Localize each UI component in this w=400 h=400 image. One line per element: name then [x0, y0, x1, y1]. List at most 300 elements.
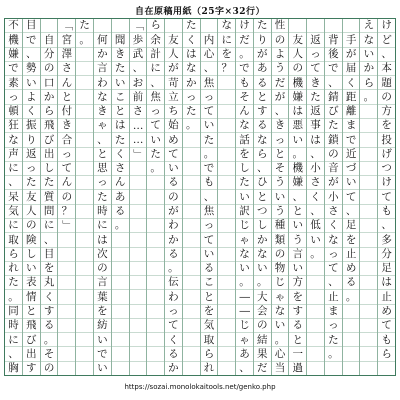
manuscript-cell — [307, 290, 324, 304]
manuscript-cell: な — [183, 62, 200, 76]
manuscript-cell: じ — [236, 219, 253, 233]
manuscript-cell: 不 — [5, 19, 22, 33]
manuscript-cell — [130, 362, 147, 375]
manuscript-cell — [307, 19, 324, 33]
manuscript-cell: つ — [378, 162, 395, 176]
manuscript-cell: 手 — [343, 33, 360, 47]
manuscript-cell: す — [254, 105, 271, 119]
manuscript-cell — [112, 290, 129, 304]
manuscript-cell: ち — [165, 105, 182, 119]
manuscript-column — [40, 19, 58, 375]
manuscript-cell: ら — [5, 248, 22, 262]
manuscript-cell — [325, 362, 342, 375]
manuscript-column — [182, 19, 200, 375]
manuscript-cell: ま — [343, 119, 360, 133]
manuscript-cell: も — [378, 333, 395, 347]
manuscript-cell: 話 — [236, 133, 253, 147]
manuscript-cell — [343, 362, 360, 375]
manuscript-cell — [58, 347, 75, 361]
manuscript-cell: 険 — [23, 233, 40, 247]
manuscript-cell — [183, 205, 200, 219]
manuscript-cell — [76, 90, 93, 104]
manuscript-cell: え — [360, 19, 377, 33]
manuscript-cell: か — [41, 90, 58, 104]
manuscript-cell: 言 — [94, 62, 111, 76]
manuscript-cell — [41, 19, 58, 33]
manuscript-cell: 結 — [254, 333, 271, 347]
manuscript-cell: さ — [130, 105, 147, 119]
manuscript-cell — [343, 305, 360, 319]
manuscript-cell — [360, 233, 377, 247]
manuscript-cell — [147, 262, 164, 276]
manuscript-cell: で — [236, 62, 253, 76]
manuscript-cell — [325, 19, 342, 33]
manuscript-cell: づ — [343, 162, 360, 176]
manuscript-cell: 質 — [41, 190, 58, 204]
manuscript-cell: し — [254, 219, 271, 233]
manuscript-cell — [218, 319, 235, 333]
manuscript-cell: 思 — [94, 162, 111, 176]
manuscript-cell: て — [378, 190, 395, 204]
manuscript-cell — [218, 133, 235, 147]
manuscript-cell — [130, 205, 147, 219]
manuscript-cell: 止 — [343, 248, 360, 262]
manuscript-cell: 錆 — [325, 90, 342, 104]
manuscript-cell: て — [307, 62, 324, 76]
manuscript-cell — [183, 190, 200, 204]
manuscript-cell: っ — [5, 90, 22, 104]
manuscript-cell — [307, 305, 324, 319]
manuscript-cell: 歩 — [130, 33, 147, 47]
manuscript-cell: る — [201, 262, 218, 276]
manuscript-cell: と — [289, 205, 306, 219]
manuscript-cell — [343, 319, 360, 333]
manuscript-cell: 方 — [378, 105, 395, 119]
manuscript-cell — [130, 347, 147, 361]
manuscript-cell: 、 — [343, 205, 360, 219]
manuscript-cell: な — [360, 33, 377, 47]
manuscript-cell: ら — [201, 347, 218, 361]
manuscript-cell — [360, 290, 377, 304]
manuscript-cell — [218, 333, 235, 347]
manuscript-cell: の — [272, 33, 289, 47]
manuscript-cell: い — [97, 362, 108, 375]
manuscript-cell: 。 — [5, 290, 22, 304]
manuscript-cell: 計 — [147, 48, 164, 62]
manuscript-cell: く — [41, 290, 58, 304]
manuscript-cell: 「 — [130, 19, 147, 33]
manuscript-cell — [76, 48, 93, 62]
manuscript-cell: に — [5, 162, 22, 176]
manuscript-cell: に — [147, 62, 164, 76]
manuscript-cell: な — [254, 248, 271, 262]
manuscript-cell: め — [343, 262, 360, 276]
manuscript-cell: 小 — [325, 190, 342, 204]
manuscript-cell: た — [112, 133, 129, 147]
manuscript-cell: 飛 — [23, 319, 40, 333]
manuscript-column — [146, 19, 164, 375]
manuscript-column — [377, 19, 395, 375]
manuscript-cell: 立 — [165, 90, 182, 104]
manuscript-cell: て — [165, 148, 182, 162]
manuscript-cell: あ — [254, 62, 271, 76]
manuscript-cell: 題 — [378, 76, 395, 90]
manuscript-cell: の — [165, 190, 182, 204]
manuscript-cell: 、 — [239, 362, 250, 375]
manuscript-cell: よ — [23, 90, 40, 104]
manuscript-cell — [201, 19, 218, 33]
manuscript-cell: い — [289, 262, 306, 276]
manuscript-cell: っ — [272, 133, 289, 147]
manuscript-cell: 出 — [41, 148, 58, 162]
manuscript-cell — [130, 290, 147, 304]
manuscript-cell — [218, 290, 235, 304]
manuscript-cell: で — [343, 133, 360, 147]
manuscript-cell — [218, 190, 235, 204]
manuscript-cell — [307, 347, 324, 361]
manuscript-cell: こ — [201, 276, 218, 290]
manuscript-cell: の — [23, 219, 40, 233]
manuscript-cell: 言 — [289, 248, 306, 262]
manuscript-cell: お — [130, 76, 147, 90]
manuscript-cell — [218, 205, 235, 219]
manuscript-cell: 焦 — [201, 76, 218, 90]
manuscript-cell: 余 — [147, 33, 164, 47]
manuscript-cell: 。 — [236, 48, 253, 62]
manuscript-cell — [360, 333, 377, 347]
manuscript-cell: さ — [112, 162, 129, 176]
manuscript-cell — [343, 347, 360, 361]
manuscript-cell: 聞 — [112, 33, 129, 47]
manuscript-cell: 投 — [378, 133, 395, 147]
manuscript-cell: に — [5, 333, 22, 347]
manuscript-cell — [218, 219, 235, 233]
manuscript-cell: ゃ — [272, 290, 289, 304]
manuscript-cell — [360, 219, 377, 233]
manuscript-cell: ら — [254, 148, 271, 162]
manuscript-cell — [130, 219, 147, 233]
manuscript-cell — [218, 76, 235, 90]
manuscript-cell: ― — [236, 290, 253, 304]
manuscript-cell: 友 — [23, 190, 40, 204]
manuscript-cell: た — [236, 176, 253, 190]
manuscript-cell: で — [94, 347, 111, 361]
manuscript-cell: た — [183, 19, 200, 33]
manuscript-cell: と — [201, 290, 218, 304]
manuscript-cell — [378, 362, 395, 375]
manuscript-cell — [147, 305, 164, 319]
manuscript-cell: と — [58, 90, 75, 104]
manuscript-cell: 友 — [289, 33, 306, 47]
manuscript-cell: 嫌 — [289, 90, 306, 104]
manuscript-cell: の — [254, 319, 271, 333]
manuscript-cell: た — [147, 148, 164, 162]
manuscript-cell: 機 — [289, 76, 306, 90]
page-title: 自在原稿用紙（25字×32行） — [134, 7, 266, 17]
manuscript-cell: は — [94, 233, 111, 247]
manuscript-cell: ゃ — [94, 119, 111, 133]
manuscript-cell: 方 — [289, 276, 306, 290]
manuscript-cell: る — [165, 248, 182, 262]
manuscript-cell — [147, 276, 164, 290]
manuscript-cell: な — [254, 133, 271, 147]
manuscript-cell: で — [5, 62, 22, 76]
manuscript-cell — [112, 19, 129, 33]
manuscript-column — [253, 19, 271, 375]
manuscript-cell: ん — [236, 105, 253, 119]
manuscript-cell: の — [43, 362, 55, 375]
manuscript-cell: 取 — [201, 333, 218, 347]
manuscript-cell: 武 — [130, 48, 147, 62]
manuscript-cell: ― — [236, 305, 253, 319]
manuscript-cell — [147, 333, 164, 347]
manuscript-cell — [76, 219, 93, 233]
manuscript-cell: と — [94, 148, 111, 162]
manuscript-cell: か — [168, 362, 179, 375]
manuscript-cell: に — [5, 219, 22, 233]
manuscript-cell — [112, 276, 129, 290]
manuscript-cell: ら — [360, 76, 377, 90]
manuscript-cell: 嫌 — [289, 176, 306, 190]
manuscript-cell: ゃ — [236, 233, 253, 247]
manuscript-cell — [130, 162, 147, 176]
manuscript-cell: い — [254, 262, 271, 276]
manuscript-cell: 、 — [325, 76, 342, 90]
manuscript-cell: も — [201, 176, 218, 190]
manuscript-cell: り — [254, 33, 271, 47]
manuscript-cell: を — [289, 290, 306, 304]
manuscript-cell: が — [343, 48, 360, 62]
manuscript-column — [306, 19, 324, 375]
manuscript-cell: そ — [41, 347, 58, 361]
manuscript-cell: た — [183, 105, 200, 119]
manuscript-cell: 分 — [41, 48, 58, 62]
manuscript-cell — [76, 176, 93, 190]
manuscript-cell: 「 — [58, 19, 75, 33]
manuscript-cell: 目 — [23, 19, 40, 33]
manuscript-cell: 前 — [130, 90, 147, 104]
manuscript-cell — [76, 205, 93, 219]
manuscript-cell — [112, 262, 129, 276]
manuscript-cell: 出 — [23, 347, 40, 361]
manuscript-cell: い — [289, 133, 306, 147]
manuscript-cell: は — [378, 276, 395, 290]
manuscript-cell: い — [147, 133, 164, 147]
manuscript-cell: の — [325, 148, 342, 162]
manuscript-cell: く — [112, 148, 129, 162]
manuscript-cell: 。 — [254, 276, 271, 290]
manuscript-cell: 届 — [343, 62, 360, 76]
manuscript-cell: だ — [236, 33, 253, 47]
manuscript-cell: 果 — [254, 347, 271, 361]
manuscript-cell: う — [272, 176, 289, 190]
manuscript-cell: 」 — [58, 219, 75, 233]
manuscript-cell — [130, 276, 147, 290]
manuscript-cell: な — [236, 248, 253, 262]
manuscript-cell — [360, 148, 377, 162]
manuscript-cell: い — [272, 319, 289, 333]
manuscript-cell — [58, 362, 75, 375]
manuscript-column — [288, 19, 306, 375]
manuscript-column — [271, 19, 289, 375]
manuscript-cell: だ — [272, 76, 289, 90]
manuscript-cell — [58, 290, 75, 304]
manuscript-cell: 音 — [325, 162, 342, 176]
manuscript-cell: 、 — [201, 62, 218, 76]
manuscript-cell: 。 — [183, 119, 200, 133]
manuscript-column — [200, 19, 218, 375]
manuscript-cell: 心 — [272, 347, 289, 361]
manuscript-cell: 。 — [112, 219, 129, 233]
manuscript-cell: い — [236, 262, 253, 276]
manuscript-cell: い — [236, 190, 253, 204]
manuscript-cell: 、 — [130, 62, 147, 76]
manuscript-column — [93, 19, 111, 375]
manuscript-cell: じ — [272, 276, 289, 290]
manuscript-cell: よ — [272, 48, 289, 62]
manuscript-cell: た — [41, 176, 58, 190]
manuscript-cell: 、 — [5, 347, 22, 361]
manuscript-cell — [183, 290, 200, 304]
manuscript-cell — [76, 305, 93, 319]
manuscript-cell: く — [325, 219, 342, 233]
manuscript-cell: が — [272, 90, 289, 104]
manuscript-cell: … — [130, 133, 147, 147]
manuscript-cell: 返 — [307, 105, 324, 119]
manuscript-cell: さ — [58, 62, 75, 76]
manuscript-cell — [218, 119, 235, 133]
manuscript-cell — [183, 362, 200, 375]
manuscript-cell: 止 — [325, 290, 342, 304]
manuscript-cell: は — [307, 133, 324, 147]
manuscript-cell: 苛 — [165, 76, 182, 90]
manuscript-cell: 気 — [5, 205, 22, 219]
manuscript-cell: る — [112, 205, 129, 219]
manuscript-cell: か — [94, 48, 111, 62]
manuscript-cell: の — [94, 262, 111, 276]
manuscript-cell: が — [325, 176, 342, 190]
manuscript-cell — [130, 233, 147, 247]
manuscript-cell: 離 — [343, 105, 360, 119]
manuscript-cell: ら — [378, 347, 395, 361]
manuscript-cell — [112, 362, 129, 375]
manuscript-cell: 目 — [41, 248, 58, 262]
manuscript-cell: は — [289, 105, 306, 119]
manuscript-cell: 。 — [289, 148, 306, 162]
manuscript-cell: ん — [58, 176, 75, 190]
manuscript-cell: の — [58, 190, 75, 204]
manuscript-cell — [147, 347, 164, 361]
manuscript-cell: し — [236, 162, 253, 176]
manuscript-cell: 友 — [165, 33, 182, 47]
manuscript-cell: 何 — [94, 33, 111, 47]
manuscript-cell — [130, 333, 147, 347]
manuscript-cell: 距 — [343, 90, 360, 104]
manuscript-cell — [94, 19, 111, 33]
manuscript-cell — [112, 333, 129, 347]
manuscript-cell — [147, 176, 164, 190]
manuscript-cell: い — [343, 176, 360, 190]
manuscript-cell: た — [76, 19, 93, 33]
manuscript-cell: 伝 — [165, 276, 182, 290]
manuscript-cell: 機 — [5, 33, 22, 47]
manuscript-cell — [58, 262, 75, 276]
manuscript-cell: 。 — [272, 333, 289, 347]
manuscript-cell: た — [112, 62, 129, 76]
manuscript-cell: 同 — [5, 305, 22, 319]
manuscript-cell: 。 — [325, 347, 342, 361]
manuscript-cell: 人 — [165, 48, 182, 62]
manuscript-cell — [76, 248, 93, 262]
manuscript-cell — [218, 105, 235, 119]
manuscript-cell — [360, 133, 377, 147]
manuscript-cell: 近 — [343, 148, 360, 162]
manuscript-cell — [218, 148, 235, 162]
manuscript-cell: 。 — [236, 276, 253, 290]
manuscript-cell: じ — [236, 319, 253, 333]
manuscript-cell: 悪 — [289, 119, 306, 133]
manuscript-cell — [76, 148, 93, 162]
manuscript-cell — [112, 248, 129, 262]
manuscript-cell: は — [112, 119, 129, 133]
manuscript-cell — [307, 319, 324, 333]
manuscript-cell — [289, 19, 306, 33]
manuscript-cell: て — [147, 119, 164, 133]
manuscript-cell: 人 — [23, 205, 40, 219]
manuscript-cell: 自 — [41, 33, 58, 47]
manuscript-cell: 種 — [272, 219, 289, 233]
manuscript-cell: 頓 — [5, 105, 22, 119]
manuscript-cell: た — [23, 176, 40, 190]
manuscript-column — [342, 19, 360, 375]
manuscript-cell — [165, 19, 182, 33]
manuscript-cell: と — [272, 148, 289, 162]
manuscript-cell: す — [289, 305, 306, 319]
manuscript-cell: る — [289, 319, 306, 333]
manuscript-cell: っ — [307, 48, 324, 62]
manuscript-cell: ひ — [254, 176, 271, 190]
manuscript-cell: で — [325, 62, 342, 76]
manuscript-cell: 。 — [360, 90, 377, 104]
manuscript-cell: 事 — [307, 119, 324, 133]
manuscript-cell: た — [325, 119, 342, 133]
manuscript-cell: 機 — [289, 162, 306, 176]
manuscript-cell — [147, 190, 164, 204]
manuscript-cell: 飛 — [41, 119, 58, 133]
manuscript-cell: に — [94, 219, 111, 233]
manuscript-cell: ど — [378, 33, 395, 47]
manuscript-cell: が — [165, 205, 182, 219]
manuscript-cell: さ — [325, 205, 342, 219]
manuscript-cell: っ — [183, 90, 200, 104]
manuscript-cell: を — [378, 119, 395, 133]
manuscript-cell: 。 — [201, 148, 218, 162]
manuscript-cell: 一 — [289, 347, 306, 361]
manuscript-cell: る — [165, 347, 182, 361]
manuscript-cell: て — [343, 190, 360, 204]
manuscript-cell: 始 — [165, 119, 182, 133]
manuscript-cell: っ — [325, 248, 342, 262]
manuscript-cell: 、 — [147, 76, 164, 90]
manuscript-cell — [360, 190, 377, 204]
manuscript-cell: を — [236, 148, 253, 162]
footer-url: https://sozai.monolokaitools.net/genko.php — [124, 383, 276, 391]
manuscript-cell: て — [201, 233, 218, 247]
manuscript-cell: い — [360, 48, 377, 62]
manuscript-cell: 。 — [165, 262, 182, 276]
manuscript-cell: き — [112, 48, 129, 62]
manuscript-cell: て — [58, 162, 75, 176]
